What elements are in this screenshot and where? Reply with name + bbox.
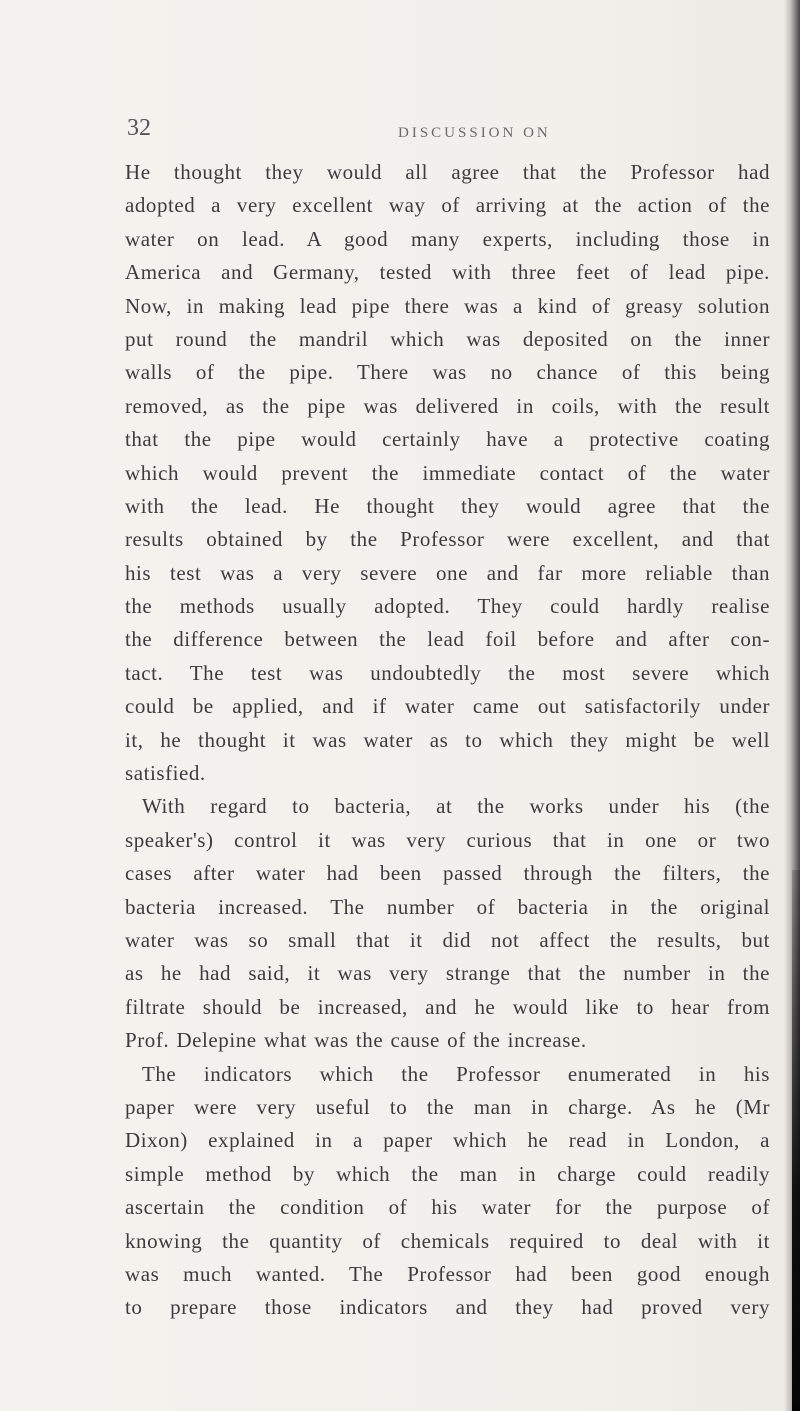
paragraph-start-line: With regard to bacteria, at the works under his (the — [142, 794, 770, 819]
text-line: America and Germany, tested with three feet of lead pipe. — [125, 260, 770, 285]
body-text — [125, 156, 770, 1325]
text-line: Prof. Delepine what was the cause of the increase. — [125, 1028, 587, 1053]
page-number: 32 — [127, 115, 151, 141]
text-line: could be applied, and if water came out satisfactorily under — [125, 694, 770, 719]
text-line: ascertain the condition of his water for the purpose of — [125, 1195, 770, 1220]
text-line: the methods usually adopted. They could hardly realise — [125, 594, 770, 619]
text-line: water was so small that it did not affect the results, but — [125, 927, 770, 952]
running-head: DISCUSSION ON — [398, 125, 551, 141]
paragraph-start-line: The indicators which the Professor enumerated in his — [142, 1061, 770, 1086]
text-line: satisfied. — [125, 761, 206, 786]
text-line: that the pipe would certainly have a protective coating — [125, 427, 770, 452]
text-line: which would prevent the immediate contact of the water — [125, 460, 770, 485]
text-line: simple method by which the man in charge could readily — [125, 1161, 770, 1186]
text-line: his test was a very severe one and far more reliable than — [125, 560, 770, 585]
text-line: removed, as the pipe was delivered in coils, with the result — [125, 393, 770, 418]
text-line: speaker's) control it was very curious that in one or two — [125, 827, 770, 852]
text-line: the difference between the lead foil before and after con- — [125, 627, 770, 652]
text-line: results obtained by the Professor were excellent, and that — [125, 527, 770, 552]
text-line: knowing the quantity of chemicals required to deal with it — [125, 1228, 770, 1253]
text-line: cases after water had been passed through the filters, the — [125, 861, 770, 886]
text-line: water on lead. A good many experts, including those in — [125, 226, 770, 251]
text-line: was much wanted. The Professor had been good enough — [125, 1261, 770, 1286]
text-line: filtrate should be increased, and he would like to hear from — [125, 994, 770, 1019]
text-line: bacteria increased. The number of bacteria in the original — [125, 894, 770, 919]
text-line: with the lead. He thought they would agree that the — [125, 493, 770, 518]
page-edge-dark — [792, 870, 800, 1411]
text-line: to prepare those indicators and they had proved very — [125, 1295, 770, 1320]
text-line: it, he thought it was water as to which they might be well — [125, 727, 770, 752]
text-line: adopted a very excellent way of arriving at the action of the — [125, 193, 770, 218]
text-line: paper were very useful to the man in charge. As he (Mr — [125, 1094, 770, 1119]
text-line: Dixon) explained in a paper which he read in London, a — [125, 1128, 770, 1153]
text-line: He thought they would all agree that the Professor had — [125, 160, 770, 184]
text-line: put round the mandril which was deposited on the inner — [125, 326, 770, 351]
text-line: as he had said, it was very strange that the number in the — [125, 961, 770, 986]
text-line: walls of the pipe. There was no chance of this being — [125, 360, 770, 385]
text-line: tact. The test was undoubtedly the most severe which — [125, 660, 770, 685]
text-line: Now, in making lead pipe there was a kind of greasy solution — [125, 293, 770, 318]
